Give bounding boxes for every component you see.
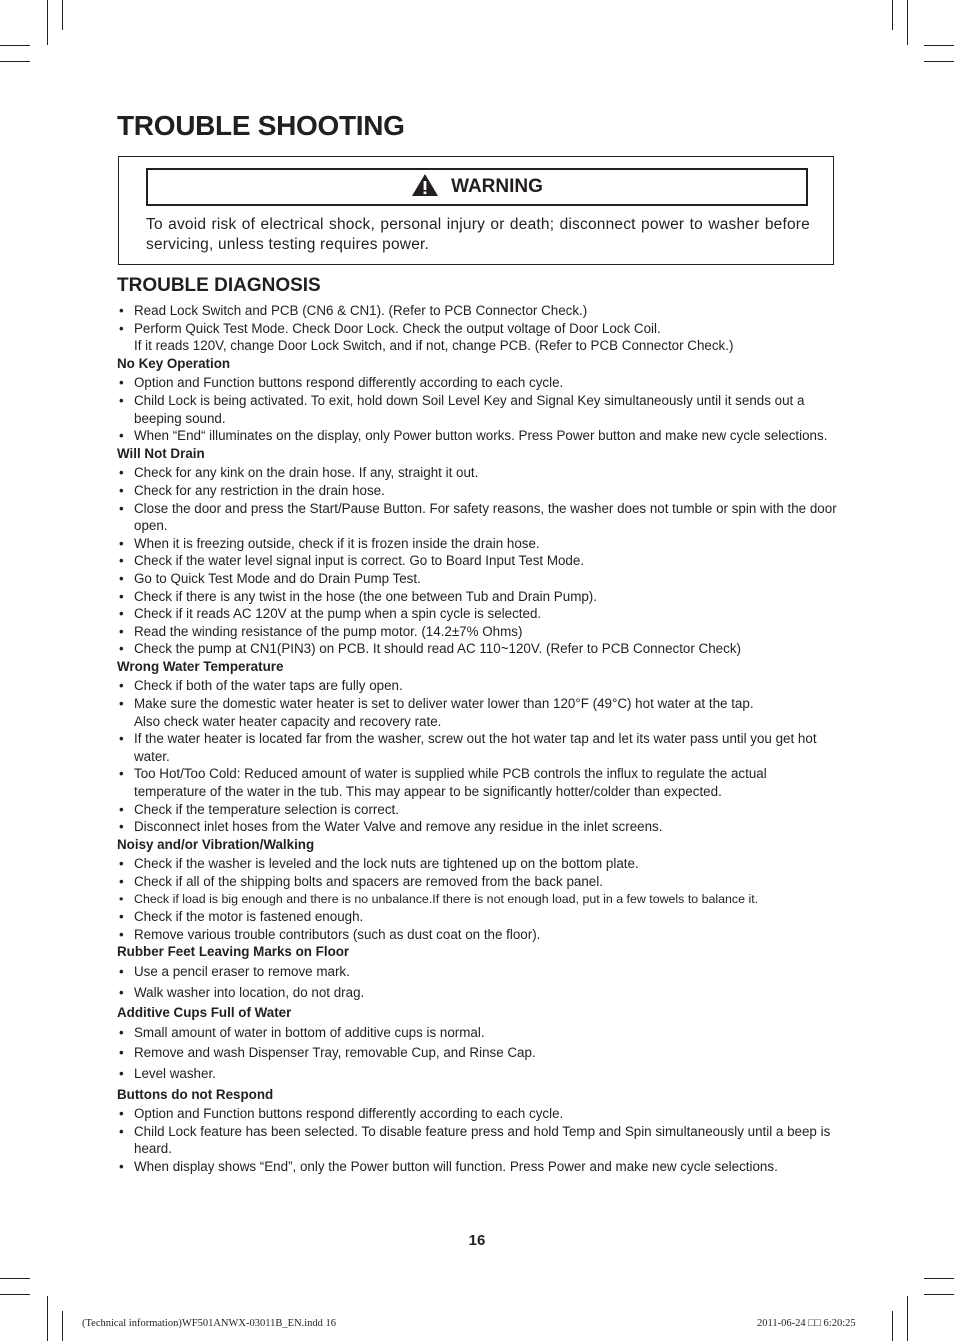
crop-mark xyxy=(924,45,954,46)
subheading-additive: Additive Cups Full of Water xyxy=(117,1005,292,1021)
noisy-list xyxy=(117,855,839,943)
crop-mark xyxy=(924,1278,954,1279)
list-item: • Check if the washer is leveled and the lock nuts are tightened up on the bottom plate. xyxy=(117,855,839,873)
drain-list xyxy=(117,464,839,658)
crop-mark xyxy=(907,1296,908,1341)
crop-mark xyxy=(62,0,63,30)
list-item: • When it is freezing outside, check if it is frozen inside the drain hose. xyxy=(117,535,839,553)
crop-mark xyxy=(62,1311,63,1341)
list-item: • Check if load is big enough and there is no unbalance.If there is not enough load, put in a few towels to balance it. xyxy=(117,891,839,909)
list-item: • When “End“ illuminates on the display, only Power button works. Press Power button and make new cycle selections. xyxy=(117,427,839,445)
list-item: • Check if the motor is fastened enough. xyxy=(117,908,839,926)
list-item: • Remove and wash Dispenser Tray, removable Cup, and Rinse Cap. xyxy=(117,1044,839,1062)
subheading-will-not-drain: Will Not Drain xyxy=(117,445,205,461)
warning-label: WARNING xyxy=(451,176,543,197)
list-item: • Use a pencil eraser to remove mark. xyxy=(117,963,839,981)
list-item: • Check the pump at CN1(PIN3) on PCB. It should read AC 110~120V. (Refer to PCB Connector Check) xyxy=(117,640,839,658)
list-item: • Small amount of water in bottom of additive cups is normal. xyxy=(117,1024,839,1042)
list-item: • Too Hot/Too Cold: Reduced amount of water is supplied while PCB controls the influx to regulate the actual temperature of the water in the tub. This may appear to be significantly hotter/colder than expected. xyxy=(117,765,839,800)
list-item: • Check for any restriction in the drain hose. xyxy=(117,482,839,500)
list-item: • Check if both of the water taps are fully open. xyxy=(117,677,839,695)
rubber-feet-list xyxy=(117,963,839,1001)
list-item: • Walk washer into location, do not drag. xyxy=(117,984,839,1002)
page-title: TROUBLE SHOOTING xyxy=(117,110,405,141)
crop-mark xyxy=(47,0,48,45)
subheading-rubber-feet: Rubber Feet Leaving Marks on Floor xyxy=(117,944,350,960)
list-item: • Level washer. xyxy=(117,1065,839,1083)
list-item: • Check if it reads AC 120V at the pump when a spin cycle is selected. xyxy=(117,605,839,623)
list-item: • Child Lock is being activated. To exit, hold down Soil Level Key and Signal Key simultaneously until it sends out a beeping sound. xyxy=(117,392,839,427)
list-item-text: If it reads 120V, change Door Lock Switch, and if not, change PCB. (Refer to PCB Connector Check.) xyxy=(134,338,734,354)
subheading-wrong-temp: Wrong Water Temperature xyxy=(117,658,284,674)
list-item: • If the water heater is located far from the washer, screw out the hot water tap and let its water pass until you get hot water. xyxy=(117,730,839,765)
list-item xyxy=(117,695,839,730)
list-item: • Check if the temperature selection is correct. xyxy=(117,801,839,819)
list-item: • Check if all of the shipping bolts and spacers are removed from the back panel. xyxy=(117,873,839,891)
crop-mark xyxy=(907,0,908,45)
crop-mark xyxy=(892,1311,893,1341)
buttons-list xyxy=(117,1105,839,1175)
list-item: • Remove various trouble contributors (such as dust coat on the floor). xyxy=(117,926,839,944)
list-item-text: Perform Quick Test Mode. Check Door Lock. Check the output voltage of Door Lock Coil. xyxy=(134,320,661,336)
list-item: • Child Lock feature has been selected. To disable feature press and hold Temp and Spin simultaneously until a beep is heard. xyxy=(117,1123,839,1158)
section-title: TROUBLE DIAGNOSIS xyxy=(117,275,321,296)
temp-list xyxy=(117,677,839,835)
subheading-noisy: Noisy and/or Vibration/Walking xyxy=(117,836,315,852)
list-item-text: Also check water heater capacity and recovery rate. xyxy=(134,713,442,729)
page-number: 16 xyxy=(468,1232,486,1249)
list-item: • Check if there is any twist in the hose (the one between Tub and Drain Pump). xyxy=(117,588,839,606)
crop-mark xyxy=(0,1278,30,1279)
crop-mark xyxy=(892,0,893,30)
list-item-text: Make sure the domestic water heater is set to deliver water lower than 120°F (49°C) hot water at the tap. xyxy=(134,696,754,712)
list-item: • Go to Quick Test Mode and do Drain Pump Test. xyxy=(117,570,839,588)
warning-header xyxy=(146,168,808,206)
subheading-no-key: No Key Operation xyxy=(117,355,231,371)
warning-triangle-icon xyxy=(411,173,439,202)
subheading-buttons: Buttons do not Respond xyxy=(117,1086,274,1102)
list-item: • Check for any kink on the drain hose. If any, straight it out. xyxy=(117,464,839,482)
list-item: • When display shows “End”, only the Power button will function. Press Power and make new cycle selections. xyxy=(117,1158,839,1176)
crop-mark xyxy=(0,61,30,62)
additive-list xyxy=(117,1024,839,1083)
list-item xyxy=(117,320,839,355)
no-key-list xyxy=(117,374,839,444)
crop-mark xyxy=(0,45,30,46)
diagnosis-content xyxy=(117,302,839,1176)
list-item: • Option and Function buttons respond differently according to each cycle. xyxy=(117,1105,839,1123)
list-item: • Check if the water level signal input is correct. Go to Board Input Test Mode. xyxy=(117,552,839,570)
slug-timestamp: 2011-06-24 □□ 6:20:25 xyxy=(757,1318,856,1329)
warning-text: To avoid risk of electrical shock, personal injury or death; disconnect power to washer before servicing, unless testing requires power. xyxy=(146,216,810,253)
list-item: • Option and Function buttons respond differently according to each cycle. xyxy=(117,374,839,392)
slug-filename: (Technical information)WF501ANWX-03011B_EN.indd 16 xyxy=(82,1318,337,1329)
list-item: • Read Lock Switch and PCB (CN6 & CN1). (Refer to PCB Connector Check.) xyxy=(117,302,839,320)
list-item: • Close the door and press the Start/Pause Button. For safety reasons, the washer does not tumble or spin with the door open. xyxy=(117,500,839,535)
crop-mark xyxy=(924,1294,954,1295)
intro-list xyxy=(117,302,839,355)
list-item: • Disconnect inlet hoses from the Water Valve and remove any residue in the inlet screens. xyxy=(117,818,839,836)
crop-mark xyxy=(924,61,954,62)
crop-mark xyxy=(0,1294,30,1295)
crop-mark xyxy=(47,1296,48,1341)
warning-box xyxy=(118,156,834,265)
list-item: • Read the winding resistance of the pump motor. (14.2±7% Ohms) xyxy=(117,623,839,641)
